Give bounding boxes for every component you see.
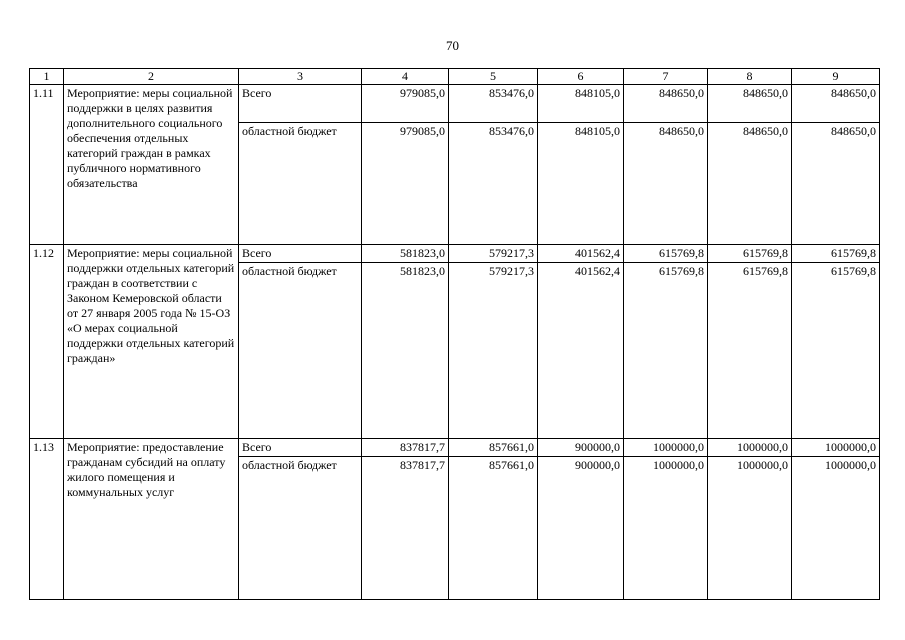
- value-cell: 579217,3: [449, 245, 538, 263]
- column-header: 2: [64, 69, 239, 85]
- value-cell: 1000000,0: [708, 439, 792, 457]
- measure-name: Мероприятие: предоставление гражданам субсидий на оплату жилого помещения и коммунальных услуг: [64, 439, 239, 600]
- value-cell: 857661,0: [449, 457, 538, 600]
- column-header: 1: [30, 69, 64, 85]
- value-cell: 579217,3: [449, 263, 538, 439]
- value-cell: 615769,8: [792, 245, 880, 263]
- column-header: 5: [449, 69, 538, 85]
- value-cell: 615769,8: [708, 245, 792, 263]
- value-cell: 848650,0: [792, 85, 880, 123]
- column-header: 7: [624, 69, 708, 85]
- table-header-row: [30, 69, 880, 85]
- value-cell: 848105,0: [538, 123, 624, 245]
- value-cell: 1000000,0: [624, 439, 708, 457]
- value-cell: 1000000,0: [708, 457, 792, 600]
- funding-source: областной бюджет: [239, 263, 362, 439]
- table-row: [30, 245, 880, 263]
- value-cell: 848650,0: [624, 85, 708, 123]
- funding-source: Всего: [239, 85, 362, 123]
- measure-code: 1.13: [30, 439, 64, 600]
- value-cell: 979085,0: [362, 85, 449, 123]
- value-cell: 853476,0: [449, 123, 538, 245]
- measure-name: Мероприятие: меры социальной поддержки отдельных категорий граждан в соответствии с Законом Кемеровской области от 27 января 2005 года № 15-ОЗ «О мерах социальной поддержки отдельных категорий граждан»: [64, 245, 239, 439]
- value-cell: 848650,0: [624, 123, 708, 245]
- value-cell: 979085,0: [362, 123, 449, 245]
- value-cell: 837817,7: [362, 457, 449, 600]
- value-cell: 581823,0: [362, 263, 449, 439]
- table-row: [30, 439, 880, 457]
- measure-code: 1.12: [30, 245, 64, 439]
- measure-code: 1.11: [30, 85, 64, 245]
- funding-source: областной бюджет: [239, 457, 362, 600]
- value-cell: 581823,0: [362, 245, 449, 263]
- value-cell: 848650,0: [792, 123, 880, 245]
- column-header: 3: [239, 69, 362, 85]
- value-cell: 900000,0: [538, 439, 624, 457]
- value-cell: 848650,0: [708, 123, 792, 245]
- column-header: 4: [362, 69, 449, 85]
- column-header: 9: [792, 69, 880, 85]
- value-cell: 1000000,0: [792, 439, 880, 457]
- column-header: 6: [538, 69, 624, 85]
- value-cell: 615769,8: [624, 245, 708, 263]
- value-cell: 1000000,0: [792, 457, 880, 600]
- value-cell: 615769,8: [624, 263, 708, 439]
- budget-table: [29, 68, 880, 600]
- value-cell: 1000000,0: [624, 457, 708, 600]
- funding-source: областной бюджет: [239, 123, 362, 245]
- value-cell: 615769,8: [708, 263, 792, 439]
- value-cell: 401562,4: [538, 263, 624, 439]
- value-cell: 900000,0: [538, 457, 624, 600]
- value-cell: 853476,0: [449, 85, 538, 123]
- value-cell: 401562,4: [538, 245, 624, 263]
- funding-source: Всего: [239, 245, 362, 263]
- value-cell: 848650,0: [708, 85, 792, 123]
- value-cell: 837817,7: [362, 439, 449, 457]
- value-cell: 615769,8: [792, 263, 880, 439]
- table-row: [30, 85, 880, 123]
- funding-source: Всего: [239, 439, 362, 457]
- measure-name: Мероприятие: меры социальной поддержки в целях развития дополнительного социального обеспечения отдельных категорий граждан в рамках публичного нормативного обязательства: [64, 85, 239, 245]
- value-cell: 857661,0: [449, 439, 538, 457]
- column-header: 8: [708, 69, 792, 85]
- page-number: 70: [446, 38, 459, 53]
- value-cell: 848105,0: [538, 85, 624, 123]
